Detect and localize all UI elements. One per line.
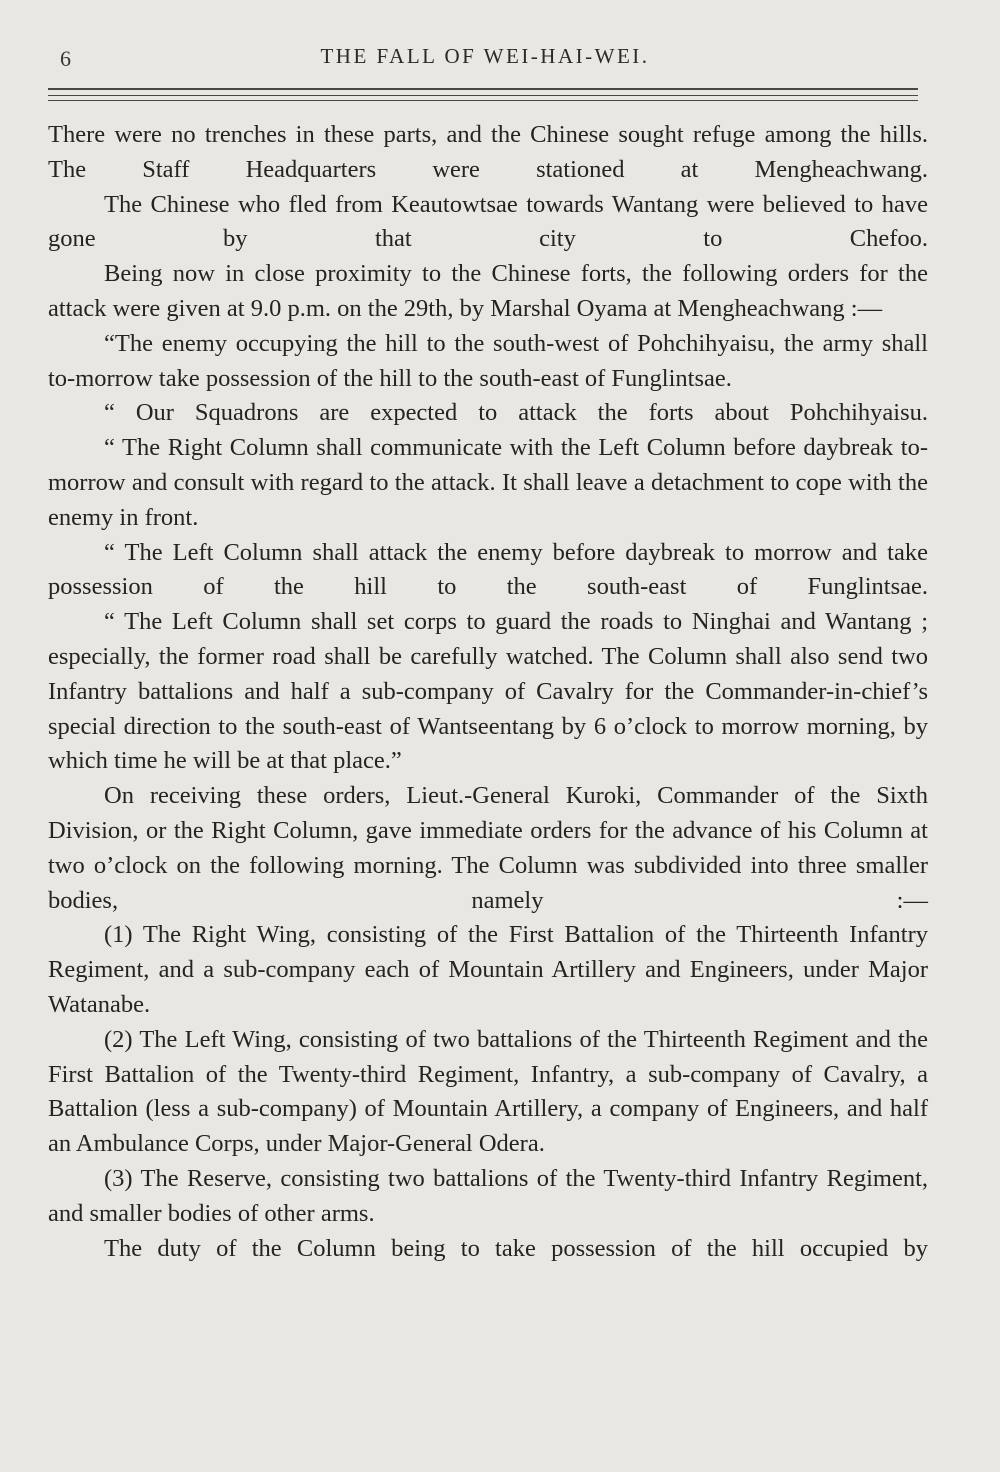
paragraph: “ The Left Column shall set corps to guard the roads to Ninghai and Wantang ; especially, the former road shall be carefully watched. The Column shall also send two Infantry battalions and half a sub-company of Cavalry for the Commander-in-chief’s special direction to the south-east of Wantseentang by 6 o’clock to morrow morning, by which time he will be at that place.” <box>48 608 928 775</box>
header-rule <box>48 100 918 101</box>
paragraph: “ The Left Column shall attack the enemy before daybreak to morrow and take possession of the hill to the south-east of Funglintsae. <box>48 538 928 601</box>
paragraph: (1) The Right Wing, consisting of the First Battalion of the Thirteenth Infantry Regiment, and a sub-company each of Mountain Artillery and Engineers, under Major Watanabe. <box>48 921 928 1018</box>
paragraph: (2) The Left Wing, consisting of two battalions of the Thirteenth Regiment and the First Battalion of the Twenty-third Regiment, Infantry, a sub-company of Cavalry, a Battalion (less a sub-company) of Mountain Artillery, a company of Engineers, and half an Ambulance Corps, under Major-General Odera. <box>48 1025 928 1158</box>
paragraph: On receiving these orders, Lieut.-General Kuroki, Commander of the Sixth Division, or the Right Column, gave immediate orders for the advance of his Column at two o’clock on the following morning. The Column was subdivided into three smaller bodies, namely :— <box>48 782 928 914</box>
body-text <box>48 118 928 1266</box>
page-number: 6 <box>60 46 71 71</box>
page-header <box>50 40 920 76</box>
paragraph: “ Our Squadrons are expected to attack the forts about Pohchihyaisu. <box>104 399 928 427</box>
header-rule <box>48 95 918 96</box>
paragraph: (3) The Reserve, consisting two battalions of the Twenty-third Infantry Regiment, and smaller bodies of other arms. <box>48 1164 928 1227</box>
paragraph: The duty of the Column being to take possession of the hill occupied by <box>104 1234 928 1262</box>
paragraph: The Chinese who fled from Keautowtsae towards Wantang were believed to have gone by that city to Chefoo. <box>48 190 928 253</box>
paragraph: Being now in close proximity to the Chinese forts, the following orders for the attack were given at 9.0 p.m. on the 29th, by Marshal Oyama at Mengheachwang :— <box>48 260 928 322</box>
running-title: THE FALL OF WEI-HAI-WEI. <box>320 44 650 68</box>
paragraph: “The enemy occupying the hill to the south-west of Pohchihyaisu, the army shall to-morrow take possession of the hill to the south-east of Funglintsae. <box>48 329 928 392</box>
paragraph: “ The Right Column shall communicate with the Left Column before daybreak to-morrow and consult with regard to the attack. It shall leave a detachment to cope with the enemy in front. <box>48 434 928 531</box>
header-rule <box>48 88 918 90</box>
paragraph: There were no trenches in these parts, and the Chinese sought refuge among the hills. The Staff Headquarters were stationed at Mengheachwang. <box>48 121 928 183</box>
